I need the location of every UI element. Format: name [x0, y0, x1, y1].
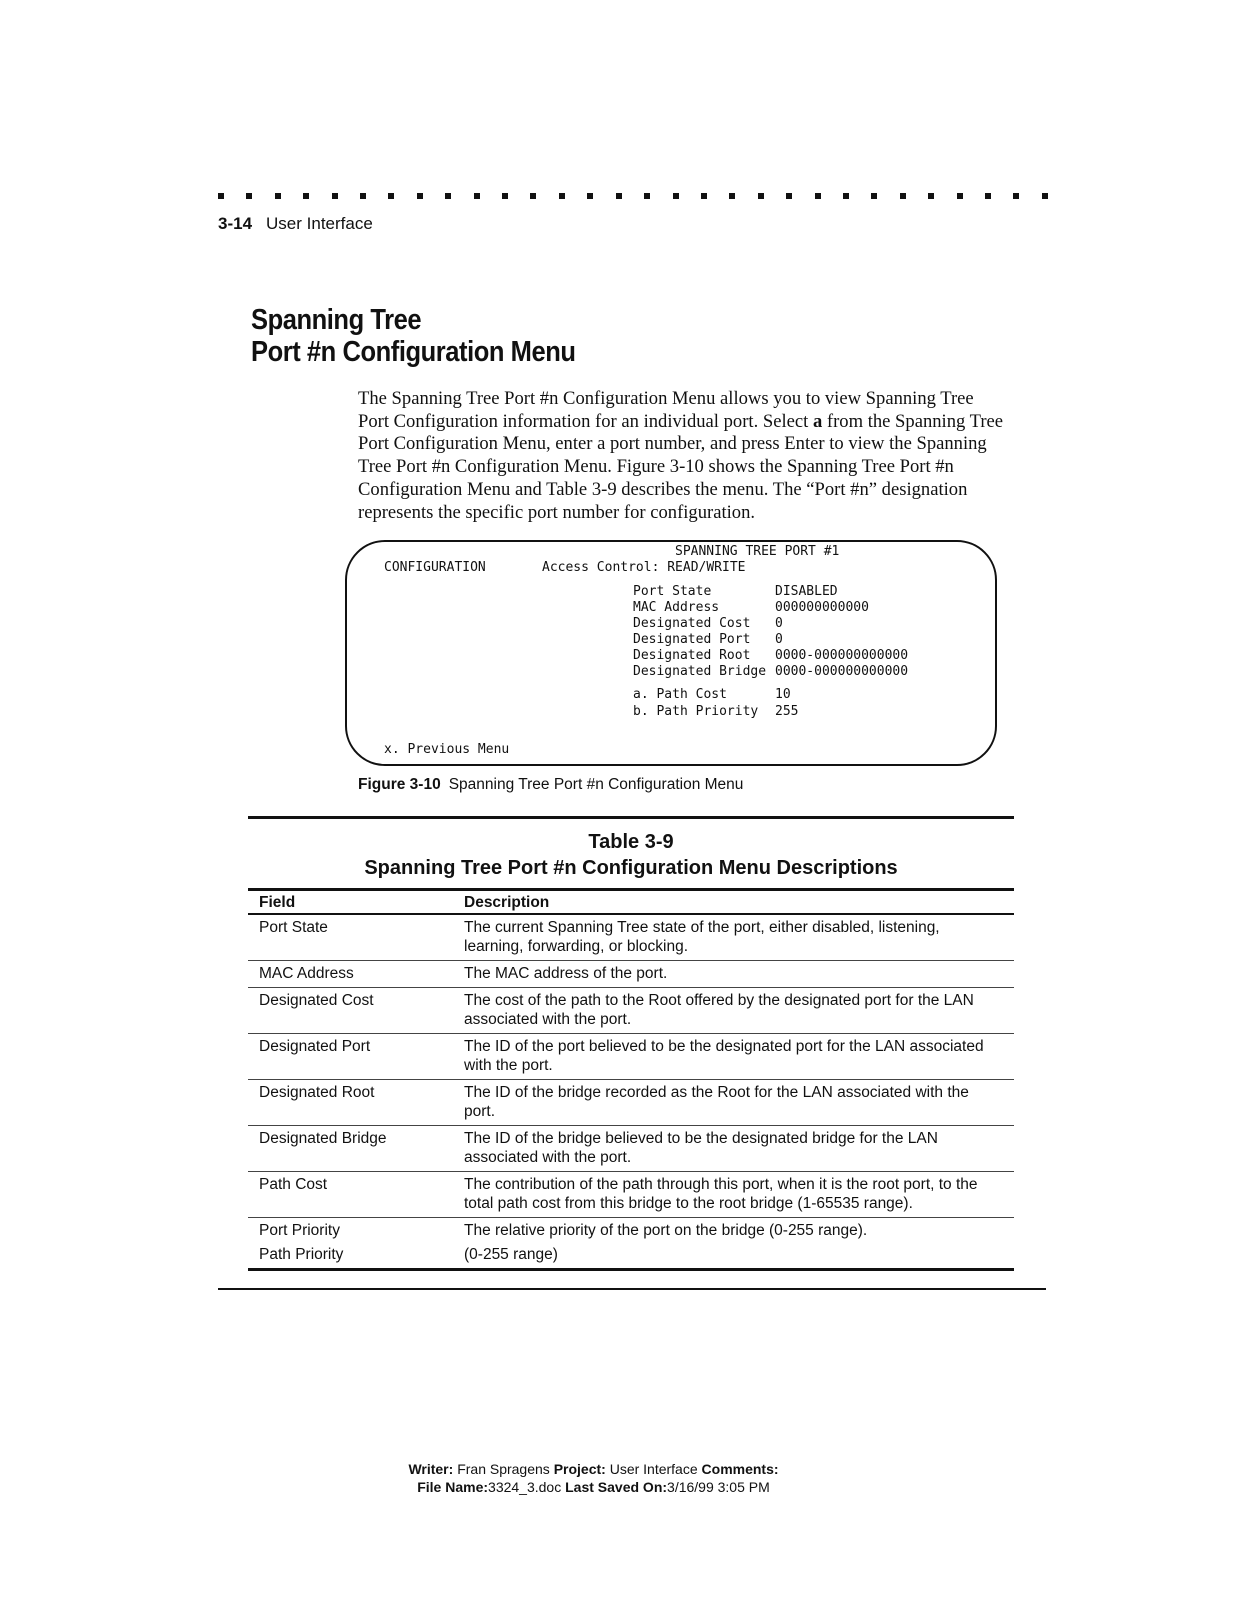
table-row — [248, 1218, 1014, 1270]
last-saved-label: Last Saved On: — [565, 1479, 668, 1495]
last-saved-date: 3/16/99 3:05 PM — [667, 1479, 770, 1495]
table-header-row — [248, 890, 1014, 915]
page-number: 3-14 — [218, 214, 253, 233]
designated-port-value: 0 — [775, 632, 783, 647]
designated-bridge-value: 0000-000000000000 — [775, 664, 909, 679]
section-title-line2: Port #n Configuration Menu — [251, 336, 576, 368]
figure-caption — [358, 776, 743, 794]
table-row — [248, 914, 1014, 961]
description-cell: The ID of the bridge recorded as the Root for the LAN associated with the port. — [453, 1080, 1014, 1126]
description-cell: The MAC address of the port. — [453, 961, 1014, 988]
comments-label: Comments: — [701, 1461, 779, 1477]
table-number: Table 3-9 — [588, 831, 674, 853]
path-priority-option[interactable]: b. Path Priority — [633, 704, 759, 719]
descriptions-table — [248, 888, 1014, 1271]
field-label: Designated Cost — [633, 616, 751, 631]
field-label: Designated Root — [633, 648, 751, 663]
table-caption — [248, 829, 1014, 881]
document-footer — [0, 1460, 1187, 1496]
table-top-rule — [248, 816, 1014, 819]
path-cost-option[interactable]: a. Path Cost — [633, 687, 727, 702]
table-row — [248, 1080, 1014, 1126]
file-name: 3324_3.doc — [488, 1479, 562, 1495]
field-cell — [248, 1218, 453, 1270]
footer-line-2 — [0, 1478, 1187, 1496]
mac-address-value: 000000000000 — [775, 600, 869, 615]
header-dot-rule — [218, 193, 1048, 199]
intro-paragraph — [358, 388, 1008, 524]
field-cell: MAC Address — [248, 961, 453, 988]
running-header — [218, 214, 373, 234]
field-cell: Designated Port — [248, 1034, 453, 1080]
table-row — [248, 1172, 1014, 1218]
field-cell: Port State — [248, 914, 453, 961]
figure-caption-text: Spanning Tree Port #n Configuration Menu — [448, 776, 744, 793]
table-title: Spanning Tree Port #n Configuration Menu Descriptions — [364, 857, 898, 879]
figure-label: Figure 3-10 — [358, 776, 441, 793]
path-priority-description: (0-255 range) — [464, 1246, 558, 1263]
description-cell: The ID of the port believed to be the designated port for the LAN associated with the port. — [453, 1034, 1014, 1080]
intro-key: a — [812, 410, 823, 432]
section-title-line1: Spanning Tree — [251, 304, 422, 336]
screen-title: SPANNING TREE PORT #1 — [675, 544, 840, 559]
description-cell: The cost of the path to the Root offered by the designated port for the LAN associated with the port. — [453, 988, 1014, 1034]
writer-name: Fran Spragens — [457, 1461, 550, 1477]
description-cell: The contribution of the path through this port, when it is the root port, to the total path cost from this bridge to the root bridge (1-65535 range). — [453, 1172, 1014, 1218]
project-label: Project: — [553, 1461, 606, 1477]
project-name: User Interface — [609, 1461, 698, 1477]
field-label: Designated Port — [633, 632, 751, 647]
table-row — [248, 1126, 1014, 1172]
previous-menu-option[interactable]: x. Previous Menu — [384, 742, 510, 757]
port-priority-field: Port Priority — [259, 1222, 340, 1239]
port-state-value: DISABLED — [775, 584, 838, 599]
designated-root-value: 0000-000000000000 — [775, 648, 909, 663]
file-name-label: File Name: — [417, 1479, 489, 1495]
terminal-screen — [345, 540, 997, 766]
writer-label: Writer: — [408, 1461, 454, 1477]
column-header-description: Description — [453, 890, 1014, 915]
description-cell — [453, 1218, 1014, 1270]
field-cell: Designated Cost — [248, 988, 453, 1034]
path-priority-value: 255 — [775, 704, 799, 719]
section-name: User Interface — [266, 214, 373, 233]
access-control: Access Control: READ/WRITE — [542, 560, 746, 575]
path-priority-field: Path Priority — [259, 1246, 344, 1263]
field-cell: Designated Root — [248, 1080, 453, 1126]
bottom-rule — [218, 1288, 1046, 1290]
designated-cost-value: 0 — [775, 616, 783, 631]
footer-line-1 — [0, 1460, 1187, 1478]
table-row — [248, 988, 1014, 1034]
menu-name: CONFIGURATION — [384, 560, 486, 575]
section-title — [251, 304, 576, 368]
field-cell: Path Cost — [248, 1172, 453, 1218]
port-priority-description: The relative priority of the port on the bridge (0-255 range). — [464, 1222, 868, 1239]
description-cell: The current Spanning Tree state of the port, either disabled, listening, learning, forwarding, or blocking. — [453, 914, 1014, 961]
field-label: Designated Bridge — [633, 664, 767, 679]
column-header-field: Field — [248, 890, 453, 915]
intro-text-2: from the Spanning Tree Port Configuration Menu, enter a port number, and press Enter to view the Spanning Tree Port #n Configuration Menu. Figure 3-10 shows the Spanning Tree Port #n Configuration Menu and Table 3-9 describes the menu. The “Port #n” designation represents the specific port number for configuration. — [358, 410, 1004, 523]
description-cell: The ID of the bridge believed to be the designated bridge for the LAN associated with the port. — [453, 1126, 1014, 1172]
intro-text-1: The Spanning Tree Port #n Configuration Menu allows you to view Spanning Tree Port Configuration information for an individual port. Select — [358, 388, 974, 432]
table-row — [248, 961, 1014, 988]
field-label: Port State — [633, 584, 712, 599]
field-label: MAC Address — [633, 600, 720, 615]
path-cost-value: 10 — [775, 687, 791, 702]
field-cell: Designated Bridge — [248, 1126, 453, 1172]
table-row — [248, 1034, 1014, 1080]
